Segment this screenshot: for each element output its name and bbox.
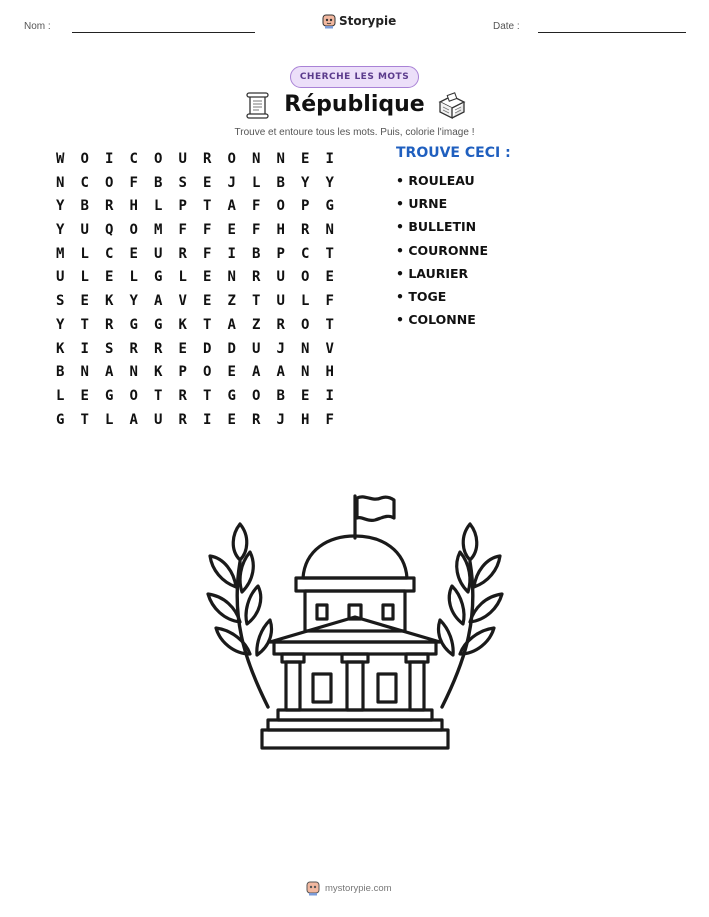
word-list-item: • COLONNE	[396, 312, 476, 328]
grid-cell: G	[56, 411, 65, 428]
grid-cell: N	[301, 340, 310, 357]
grid-cell: U	[178, 151, 187, 167]
grid-cell: U	[276, 293, 285, 310]
grid-cell: A	[227, 316, 236, 333]
grid-cell: Z	[227, 293, 236, 310]
grid-cell: T	[80, 411, 89, 428]
grid-cell: O	[154, 151, 163, 167]
grid-cell: L	[80, 269, 89, 286]
grid-cell: G	[227, 387, 236, 404]
grid-cell: P	[276, 245, 285, 262]
grid-cell: T	[80, 316, 89, 333]
grid-cell: N	[252, 151, 261, 167]
grid-cell: J	[227, 174, 236, 191]
grid-cell: B	[56, 364, 65, 381]
grid-cell: G	[154, 269, 163, 286]
grid-cell: O	[203, 364, 212, 381]
right-laurel-icon	[439, 524, 502, 707]
grid-cell: T	[325, 245, 334, 262]
grid-cell: N	[129, 364, 138, 381]
grid-cell: N	[276, 151, 285, 167]
grid-cell: A	[105, 364, 114, 381]
grid-cell: R	[154, 340, 163, 357]
grid-cell: F	[178, 222, 187, 239]
grid-cell: E	[325, 269, 334, 286]
grid-cell: H	[325, 364, 334, 381]
grid-cell: E	[178, 340, 187, 357]
grid-cell: V	[178, 293, 187, 310]
grid-cell: B	[276, 387, 285, 404]
grid-cell: P	[301, 198, 310, 215]
grid-cell: Y	[325, 174, 334, 191]
grid-cell: H	[301, 411, 310, 428]
grid-cell: O	[301, 316, 310, 333]
grid-cell: I	[325, 151, 334, 167]
grid-cell: O	[276, 198, 285, 215]
grid-cell: Y	[56, 198, 65, 215]
grid-cell: N	[227, 269, 236, 286]
grid-cell: M	[154, 222, 163, 239]
brand-logo	[322, 13, 396, 29]
grid-cell: F	[252, 222, 261, 239]
grid-cell: O	[129, 222, 138, 239]
grid-cell: F	[325, 411, 334, 428]
grid-cell: T	[203, 387, 212, 404]
grid-cell: T	[203, 316, 212, 333]
grid-cell: U	[56, 269, 65, 286]
grid-cell: P	[178, 198, 187, 215]
grid-cell: N	[301, 364, 310, 381]
grid-cell: F	[129, 174, 138, 191]
grid-cell: G	[325, 198, 334, 215]
grid-cell: R	[301, 222, 310, 239]
grid-cell: B	[154, 174, 163, 191]
grid-cell: E	[227, 411, 236, 428]
flag-icon	[355, 496, 394, 538]
grid-cell: O	[227, 151, 236, 167]
grid-cell: E	[203, 269, 212, 286]
grid-cell: R	[203, 151, 212, 167]
grid-cell: C	[105, 245, 114, 262]
grid-cell: R	[129, 340, 138, 357]
grid-cell: D	[203, 340, 212, 357]
footer-site: mystorypie.com	[325, 882, 392, 894]
storypie-mascot-icon	[322, 13, 336, 29]
instructions: Trouve et entoure tous les mots. Puis, colorie l'image !	[234, 127, 475, 138]
date-label: Date :	[493, 21, 520, 32]
grid-cell: A	[227, 198, 236, 215]
grid-cell: Y	[56, 316, 65, 333]
grid-cell: U	[252, 340, 261, 357]
grid-cell: E	[129, 245, 138, 262]
grid-cell: B	[80, 198, 89, 215]
grid-cell: H	[276, 222, 285, 239]
storypie-mascot-icon	[306, 880, 320, 896]
grid-cell: E	[203, 174, 212, 191]
grid-cell: O	[80, 151, 89, 167]
word-list-item: • BULLETIN	[396, 219, 477, 235]
grid-cell: G	[105, 387, 114, 404]
grid-cell: S	[178, 174, 187, 191]
grid-cell: P	[178, 364, 187, 381]
grid-cell: L	[252, 174, 261, 191]
grid-cell: S	[105, 340, 114, 357]
grid-cell: L	[80, 245, 89, 262]
footer	[306, 880, 392, 896]
capitol-building-illustration	[200, 492, 510, 754]
grid-cell: L	[301, 293, 310, 310]
date-line	[538, 32, 686, 33]
word-list-item: • TOGE	[396, 288, 447, 304]
brand-name: Storypie	[339, 14, 397, 28]
grid-cell: L	[105, 411, 114, 428]
grid-cell: R	[178, 411, 187, 428]
grid-cell: F	[203, 245, 212, 262]
grid-cell: T	[154, 387, 163, 404]
word-list-item: • URNE	[396, 196, 448, 212]
grid-cell: U	[80, 222, 89, 239]
grid-cell: L	[178, 269, 187, 286]
word-list-item: • COURONNE	[396, 242, 489, 258]
activity-badge: CHERCHE LES MOTS	[290, 66, 419, 88]
grid-cell: O	[301, 269, 310, 286]
grid-cell: A	[252, 364, 261, 381]
grid-cell: K	[56, 340, 65, 357]
grid-cell: J	[276, 340, 285, 357]
grid-cell: E	[227, 222, 236, 239]
grid-cell: F	[252, 198, 261, 215]
grid-cell: M	[56, 245, 65, 262]
grid-cell: I	[203, 411, 212, 428]
grid-cell: I	[105, 151, 114, 167]
grid-cell: O	[252, 387, 261, 404]
grid-cell: R	[105, 198, 114, 215]
grid-cell: U	[276, 269, 285, 286]
grid-cell: B	[252, 245, 261, 262]
word-list-item: • LAURIER	[396, 265, 469, 281]
grid-cell: C	[80, 174, 89, 191]
grid-cell: I	[325, 387, 334, 404]
grid-cell: R	[178, 245, 187, 262]
grid-cell: N	[325, 222, 334, 239]
grid-cell: E	[105, 269, 114, 286]
name-label: Nom :	[24, 21, 51, 32]
word-search-grid	[48, 148, 342, 432]
grid-cell: O	[129, 387, 138, 404]
grid-cell: R	[252, 269, 261, 286]
grid-cell: K	[154, 364, 163, 381]
grid-cell: E	[301, 387, 310, 404]
grid-cell: L	[154, 198, 163, 215]
left-laurel-icon	[208, 524, 271, 707]
grid-cell: E	[203, 293, 212, 310]
grid-cell: D	[227, 340, 236, 357]
name-line	[72, 32, 255, 33]
grid-cell: T	[325, 316, 334, 333]
grid-cell: E	[301, 151, 310, 167]
grid-cell: A	[129, 411, 138, 428]
grid-cell: R	[252, 411, 261, 428]
grid-cell: G	[154, 316, 163, 333]
grid-cell: Q	[105, 222, 114, 239]
grid-cell: R	[276, 316, 285, 333]
grid-cell: K	[178, 316, 187, 333]
grid-cell: N	[80, 364, 89, 381]
grid-cell: I	[80, 340, 89, 357]
grid-cell: Y	[56, 222, 65, 239]
grid-cell: N	[56, 174, 65, 191]
grid-cell: U	[154, 245, 163, 262]
ballot-box-icon	[437, 92, 467, 120]
grid-cell: C	[129, 151, 138, 167]
word-list	[396, 172, 488, 334]
grid-cell: J	[276, 411, 285, 428]
grid-cell: E	[227, 364, 236, 381]
grid-cell: K	[105, 293, 114, 310]
word-list-title: TROUVE CECI :	[396, 145, 511, 161]
grid-cell: R	[105, 316, 114, 333]
grid-cell: E	[80, 293, 89, 310]
grid-cell: F	[203, 222, 212, 239]
grid-cell: Y	[129, 293, 138, 310]
grid-cell: L	[56, 387, 65, 404]
grid-cell: Y	[301, 174, 310, 191]
grid-cell: V	[325, 340, 334, 357]
grid-cell: A	[154, 293, 163, 310]
grid-cell: T	[203, 198, 212, 215]
grid-cell: C	[301, 245, 310, 262]
word-list-item: • ROULEAU	[396, 173, 475, 188]
grid-cell: H	[129, 198, 138, 215]
grid-cell: L	[129, 269, 138, 286]
grid-cell: A	[276, 364, 285, 381]
grid-cell: U	[154, 411, 163, 428]
grid-cell: I	[227, 245, 236, 262]
grid-cell: G	[129, 316, 138, 333]
grid-cell: F	[325, 293, 334, 310]
grid-cell: S	[56, 293, 65, 310]
page-title: République	[284, 92, 425, 117]
grid-cell: Z	[252, 316, 261, 333]
grid-cell: T	[252, 293, 261, 310]
grid-cell: E	[80, 387, 89, 404]
grid-cell: O	[105, 174, 114, 191]
grid-cell: B	[276, 174, 285, 191]
grid-cell: R	[178, 387, 187, 404]
grid-cell: W	[56, 151, 65, 167]
